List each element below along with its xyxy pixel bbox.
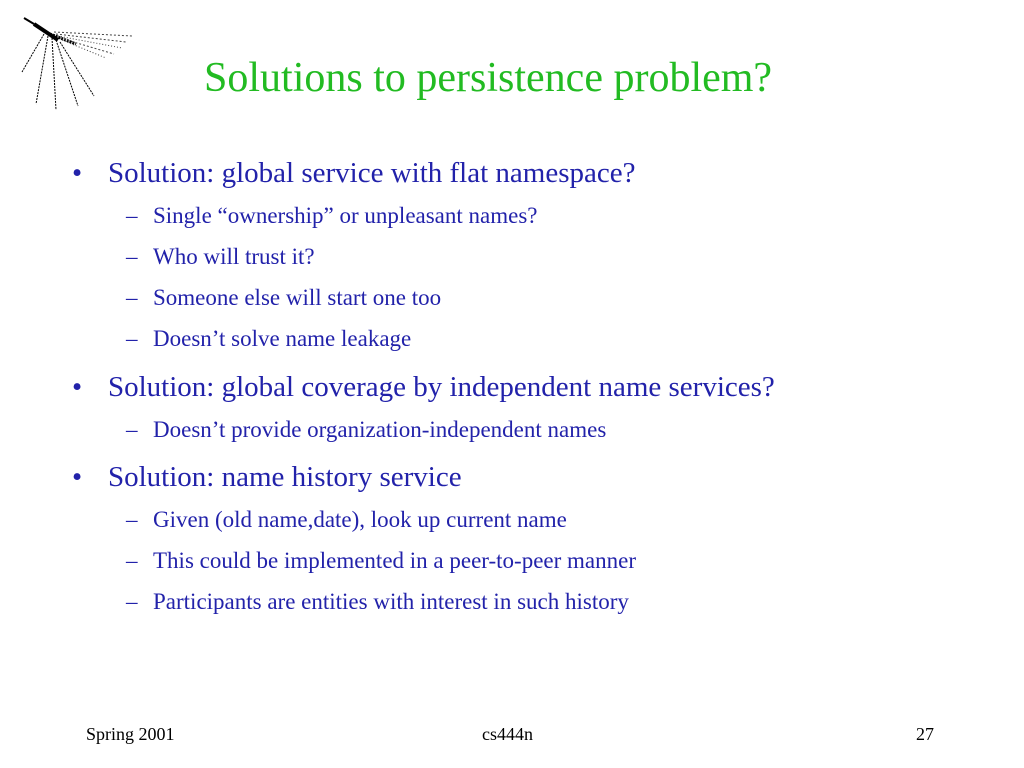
- sub-bullet-marker: –: [126, 507, 138, 532]
- sub-bullet-item: Who will trust it?: [153, 244, 315, 269]
- sub-bullet-item: Participants are entities with interest in such history: [153, 589, 629, 614]
- bullet-marker: •: [72, 461, 83, 493]
- sub-bullet-marker: –: [126, 285, 138, 310]
- footer-left: Spring 2001: [86, 724, 175, 744]
- sub-bullet-item: Single “ownership” or unpleasant names?: [153, 203, 538, 228]
- sub-bullet-marker: –: [126, 326, 138, 351]
- bullet-item: Solution: global service with flat namespace?: [108, 157, 636, 189]
- sub-bullet-item: Given (old name,date), look up current name: [153, 507, 567, 532]
- sub-bullet-marker: –: [126, 417, 138, 442]
- slide-number: 27: [916, 724, 934, 744]
- mosquito-logo-icon: [14, 14, 138, 112]
- slide-title: Solutions to persistence problem?: [204, 55, 773, 101]
- bullet-marker: •: [72, 157, 83, 189]
- sub-bullet-marker: –: [126, 589, 138, 614]
- sub-bullet-item: This could be implemented in a peer-to-peer manner: [153, 548, 636, 573]
- bullet-marker: •: [72, 371, 83, 403]
- bullet-item: Solution: global coverage by independent name services?: [108, 371, 775, 403]
- bullet-item: Solution: name history service: [108, 461, 462, 493]
- sub-bullet-marker: –: [126, 548, 138, 573]
- footer-center: cs444n: [482, 724, 533, 744]
- sub-bullet-item: Doesn’t provide organization-independent names: [153, 417, 607, 442]
- sub-bullet-item: Someone else will start one too: [153, 285, 442, 310]
- sub-bullet-marker: –: [126, 244, 138, 269]
- sub-bullet-item: Doesn’t solve name leakage: [153, 326, 412, 351]
- sub-bullet-marker: –: [126, 203, 138, 228]
